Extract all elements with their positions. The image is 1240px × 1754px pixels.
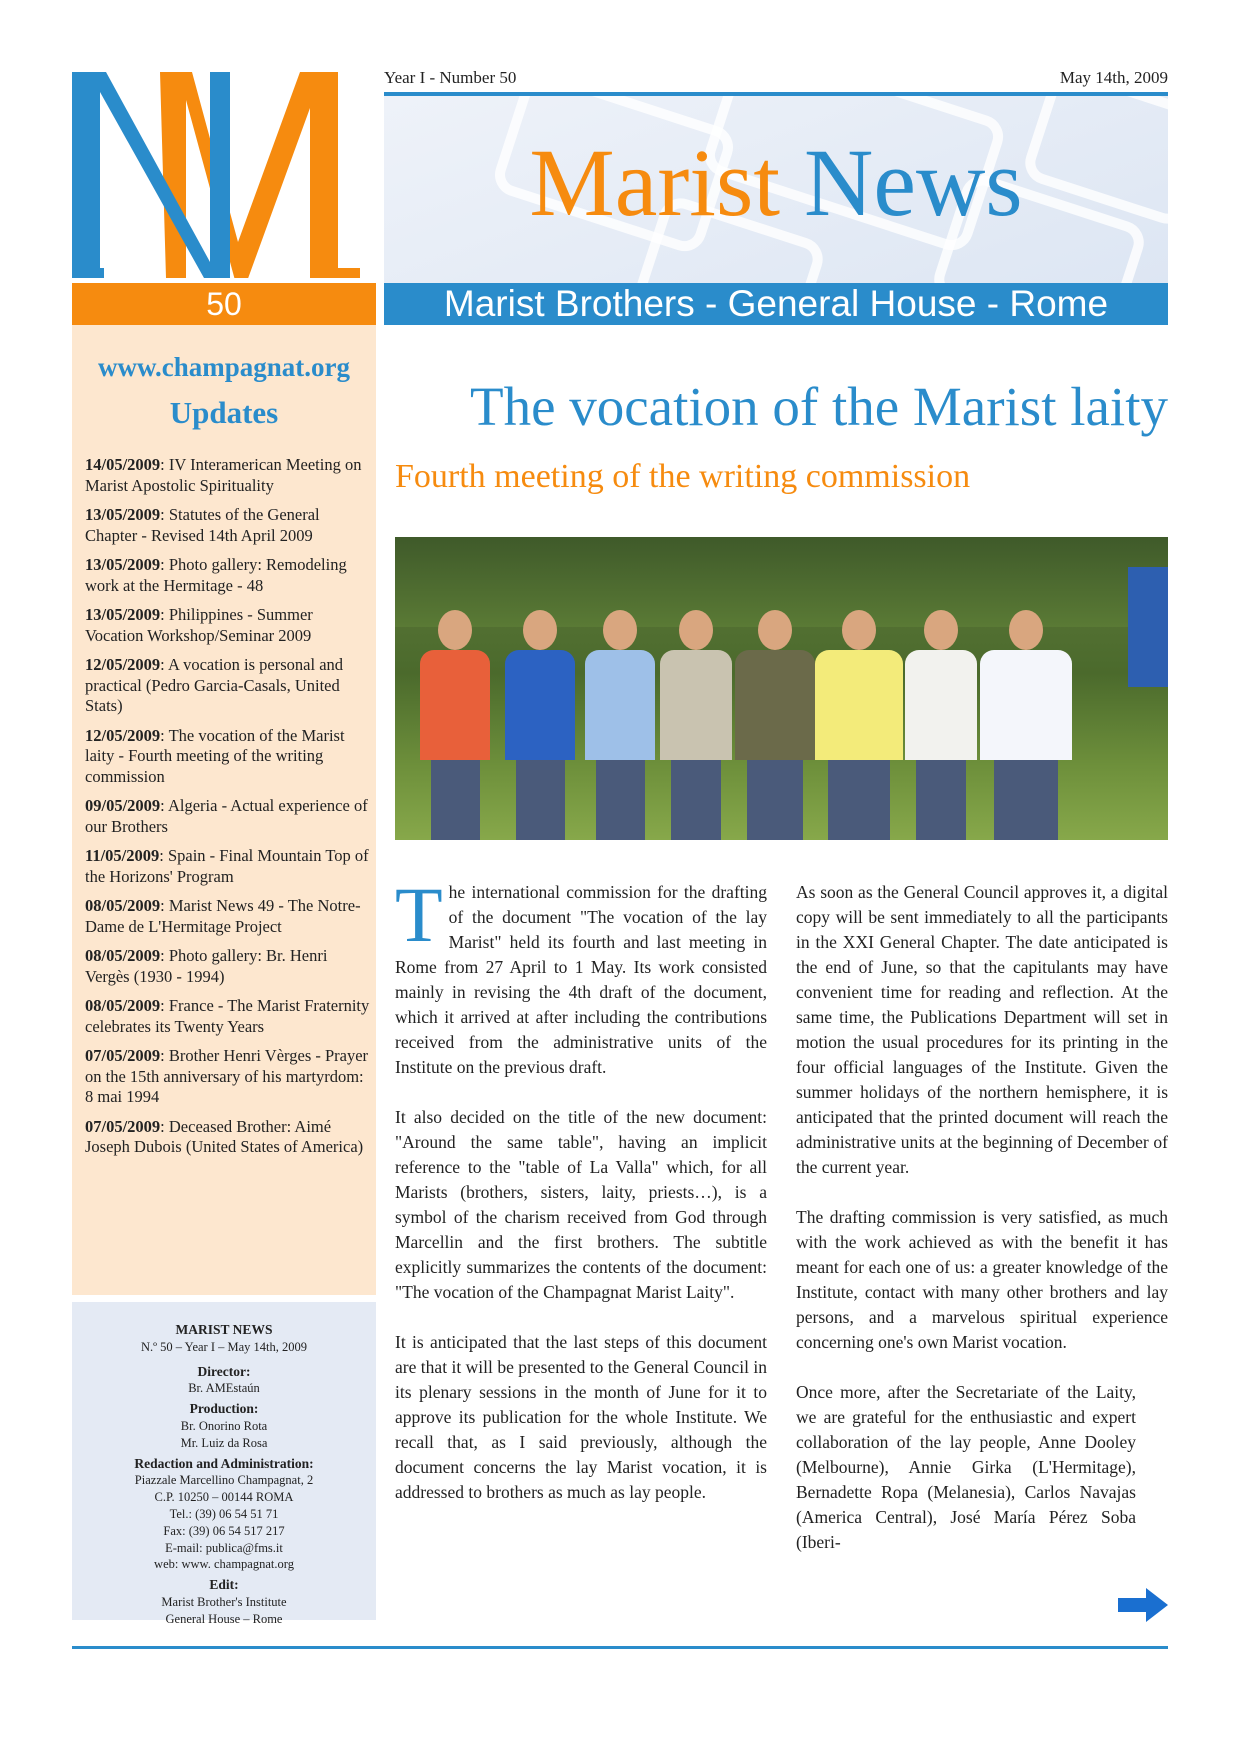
- paragraph: As soon as the General Council approves it, a digital copy will be sent immediately to all the participants in the XXI General Chapter. The date anticipated is the end of June, so that the capitulants may have convenient time for reading and reflection. At the same time, the Publications Department will set in motion the usual procedures for its printing in the four official languages of the Institute. Given the summer holidays of the northern hemisphere, it is anticipated that the printed document will reach the administrative units at the beginning of December of the current year.: [796, 882, 1168, 1177]
- update-item[interactable]: [85, 1117, 370, 1158]
- fax: Fax: (39) 06 54 517 217: [163, 1523, 285, 1538]
- photo-person: [505, 610, 575, 840]
- director-label: Director:: [197, 1363, 251, 1379]
- address-1: Piazzale Marcellino Champagnat, 2: [134, 1473, 314, 1488]
- update-date: 12/05/2009: [85, 725, 161, 745]
- paragraph-text: he international commission for the drafting of the document "The vocation of the lay Marist" held its fourth and last meeting in Rome from 27 April to 1 May. Its work consisted mainly in revising the 4th draft of the document, which it arrived at after including the contributions received from the administrative units of the Institute on the previous draft.: [395, 882, 767, 1077]
- telephone: Tel.: (39) 06 54 51 71: [169, 1506, 279, 1521]
- update-date: 09/05/2009: [85, 796, 161, 815]
- continue-arrow-icon[interactable]: [1118, 1588, 1168, 1622]
- footer-rule: [72, 1646, 1168, 1649]
- update-date: 07/05/2009: [85, 1116, 161, 1136]
- address-2: C.P. 10250 – 00144 ROMA: [154, 1490, 294, 1505]
- update-text: : Marist News 49 - The Notre-Dame de L'Hermitage Project: [85, 896, 361, 936]
- updates-heading: Updates: [169, 395, 279, 430]
- newsletter-title: [384, 128, 1168, 238]
- colophon-title: MARIST NEWS: [175, 1322, 273, 1337]
- paragraph: Once more, after the Secretariate of the Laity, we are grateful for the enthusiastic and expert collaboration of the lay people, Anne Dooley (Melbourne), Annie Girka (L'Hermitage), Bernadette Ropa (Melanesia), Carlos Navajas (America Central), José María Pérez Soba (Iberi-: [796, 1382, 1136, 1552]
- update-date: 07/05/2009: [85, 1046, 161, 1065]
- nm-logo: [72, 72, 376, 278]
- update-text: : Statutes of the General Chapter - Revised 14th April 2009: [85, 505, 320, 545]
- update-item[interactable]: [85, 655, 370, 717]
- update-date: 14/05/2009: [85, 455, 161, 474]
- update-item[interactable]: [85, 796, 370, 837]
- update-text: : Photo gallery: Remodeling work at the Hermitage - 48: [85, 555, 347, 595]
- update-date: 12/05/2009: [85, 655, 161, 674]
- update-date: 13/05/2009: [85, 555, 161, 574]
- updates-list: [85, 455, 370, 1167]
- article-headline: The vocation of the Marist laity: [469, 376, 1168, 437]
- redaction-label: Redaction and Administration:: [134, 1455, 314, 1471]
- update-item[interactable]: [85, 455, 370, 496]
- photo-building: [1128, 567, 1168, 687]
- article-subheadline: Fourth meeting of the writing commission: [395, 458, 971, 495]
- title-marist: Marist: [529, 129, 780, 236]
- edit-2: General House – Rome: [165, 1611, 283, 1626]
- production-label: Production:: [189, 1401, 259, 1417]
- paragraph: The drafting commission is very satisfied, as much with the work achieved as with the benefit it has meant for each one of us: a greater knowledge of the Institute, contact with many other brothers and lay persons, and a marvelous spiritual experience concerning one's own Marist vocation.: [796, 1207, 1168, 1352]
- update-date: 11/05/2009: [85, 846, 160, 865]
- article-column-2: [796, 880, 1168, 1580]
- photo-person: [660, 610, 732, 840]
- masthead-banner: Marist Brothers - General House - Rome: [384, 283, 1168, 325]
- update-text: : A vocation is personal and practical (Pedro Garcia-Casals, United Stats): [85, 655, 344, 715]
- update-item[interactable]: [85, 996, 370, 1037]
- update-text: : Photo gallery: Br. Henri Vergès (1930 - 1994): [85, 946, 328, 986]
- update-text: : Algeria - Actual experience of our Brothers: [85, 796, 368, 836]
- update-text: : The vocation of the Marist laity - Fourth meeting of the writing commission: [85, 725, 345, 786]
- site-link[interactable]: www.champagnat.org: [97, 352, 350, 382]
- title-news: News: [804, 129, 1023, 236]
- update-text: : Spain - Final Mountain Top of the Horizons' Program: [85, 846, 369, 886]
- photo-person: [905, 610, 977, 840]
- update-item[interactable]: [85, 726, 370, 788]
- edit-label: Edit:: [209, 1577, 239, 1593]
- update-date: 08/05/2009: [85, 896, 161, 915]
- update-item[interactable]: [85, 605, 370, 646]
- photo-person: [420, 610, 490, 840]
- colophon-box: [72, 1302, 376, 1626]
- paragraph: It is anticipated that the last steps of this document are that it will be presented to the General Council in its plenary sessions in the month of June for it to approve its publication for the whole Institute. We recall that, as I said previously, although the document concerns the lay Marist vocation, it is addressed to brothers as much as lay people.: [395, 1332, 767, 1502]
- update-text: : Philippines - Summer Vocation Workshop/Seminar 2009: [85, 605, 313, 645]
- issue-number-badge: 50: [72, 283, 376, 325]
- update-text: : Brother Henri Vèrges - Prayer on the 15th anniversary of his martyrdom: 8 mai 1994: [85, 1046, 369, 1106]
- update-date: 08/05/2009: [85, 996, 161, 1015]
- photo-person: [585, 610, 655, 840]
- drop-cap: T: [395, 871, 443, 958]
- production-1: Br. Onorino Rota: [180, 1418, 268, 1433]
- update-text: : Deceased Brother: Aimé Joseph Dubois (United States of America): [85, 1116, 364, 1156]
- article-column-1: [395, 871, 767, 1530]
- photo-person: [735, 610, 815, 840]
- director: Br. AMEstaún: [188, 1381, 260, 1396]
- update-item[interactable]: [85, 555, 370, 596]
- update-item[interactable]: [85, 505, 370, 546]
- photo-person: [980, 610, 1072, 840]
- email[interactable]: E-mail: publica@fms.it: [165, 1540, 283, 1555]
- update-item[interactable]: [85, 896, 370, 937]
- update-date: 08/05/2009: [85, 946, 161, 965]
- production-2: Mr. Luiz da Rosa: [180, 1435, 268, 1450]
- update-date: 13/05/2009: [85, 505, 161, 524]
- group-photo: [395, 537, 1168, 840]
- issue-label: Year I - Number 50: [384, 68, 517, 87]
- update-item[interactable]: [85, 1046, 370, 1108]
- paragraph: It also decided on the title of the new document: "Around the same table", having an implicit reference to the "table of La Valla" which, for all Marists (brothers, sisters, laity, priests…), is a symbol of the charism received from God through Marcellin and the first brothers. The subtitle explicitly summarizes the contents of the document: "The vocation of the Champagnat Marist Laity".: [395, 1107, 767, 1302]
- photo-person: [815, 610, 903, 840]
- paragraph: [395, 871, 767, 1080]
- web[interactable]: web: www. champagnat.org: [154, 1557, 294, 1572]
- colophon-issue: N.º 50 – Year I – May 14th, 2009: [140, 1339, 308, 1354]
- update-text: : France - The Marist Fraternity celebrates its Twenty Years: [85, 996, 370, 1036]
- update-date: 13/05/2009: [85, 605, 161, 624]
- update-item[interactable]: [85, 946, 370, 987]
- update-text: : IV Interamerican Meeting on Marist Apostolic Spirituality: [85, 455, 362, 495]
- issue-date: May 14th, 2009: [1059, 68, 1168, 87]
- update-item[interactable]: [85, 846, 370, 887]
- edit-1: Marist Brother's Institute: [161, 1594, 287, 1609]
